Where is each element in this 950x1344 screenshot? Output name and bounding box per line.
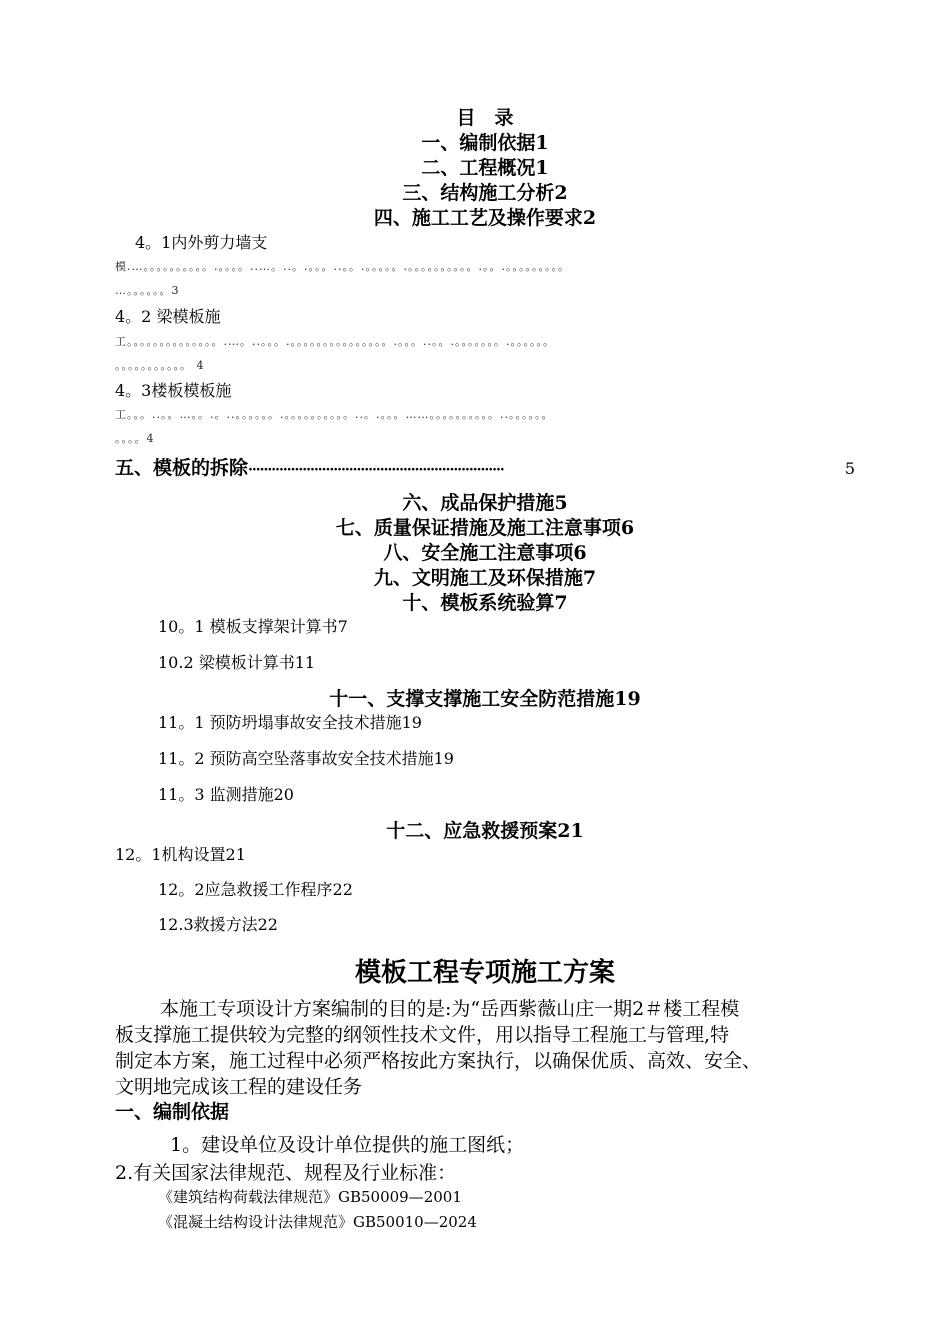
toc-item-12-1[interactable]: 12。1机构设置21 xyxy=(115,845,246,864)
toc-item-section-3[interactable]: 三、结构施工分析2 xyxy=(402,182,568,204)
intro-line-2: 板支撑施工提供较为完整的纲领性技术文件，用以指导工程施工与管理,特 xyxy=(115,1024,730,1046)
toc-item-section-6[interactable]: 六、成品保护措施5 xyxy=(402,492,568,514)
toc-item-4-1-page: …。。。。。。3 xyxy=(115,284,180,297)
toc-item-section-8[interactable]: 八、安全施工注意事项6 xyxy=(383,542,587,564)
toc-item-section-11[interactable]: 十一、支撑支撑施工安全防范措施19 xyxy=(329,688,641,710)
toc-item-section-5-label: 五、模板的拆除 xyxy=(115,457,249,479)
toc-item-section-12[interactable]: 十二、应急救援预案21 xyxy=(386,820,584,842)
toc-item-4-1-label[interactable]: 4。1内外剪力墙支 xyxy=(135,233,268,252)
section-1-heading: 一、编制依据 xyxy=(115,1101,230,1123)
toc-item-12-2[interactable]: 12。2应急救援工作程序22 xyxy=(158,880,353,899)
toc-item-11-2[interactable]: 11。2 预防高空坠落事故安全技术措施19 xyxy=(158,749,454,768)
intro-line-4: 文明地完成该工程的建设任务 xyxy=(115,1076,363,1098)
toc-item-12-3[interactable]: 12.3救援方法22 xyxy=(158,915,278,934)
toc-item-4-1-leader: 模.…。。。。。。。。。。.。。。。..…。..。.。。。..。。.。。。。。.。。。。。。。。。。.。。.。。。。。。。。。 xyxy=(115,260,570,273)
toc-item-section-7[interactable]: 七、质量保证措施及施工注意事项6 xyxy=(335,517,635,539)
basis-item-1: 1。建设单位及设计单位提供的施工图纸； xyxy=(170,1134,525,1156)
toc-item-section-10[interactable]: 十、模板系统验算7 xyxy=(402,592,568,614)
reference-item-2: 《混凝土结构设计法律规范》GB50010—2024 xyxy=(158,1213,477,1231)
toc-item-section-9[interactable]: 九、文明施工及环保措施7 xyxy=(373,567,597,589)
toc-item-4-2-leader: 工。。。。。。。。。。。。。。.…。..。。。.。。。。。。。。。。。。。。。.。。。..。。.。。。。。。。.。。。。。。 xyxy=(115,335,555,348)
basis-item-2: 2.有关国家法律规范、规程及行业标准： xyxy=(115,1162,457,1184)
toc-item-section-5-leader: ·································································· xyxy=(248,462,504,478)
toc-item-10-1[interactable]: 10。1 模板支撑架计算书7 xyxy=(158,617,348,636)
toc-item-4-2-label[interactable]: 4。2 梁模板施 xyxy=(115,307,221,326)
toc-item-4-2-page: 。。。。。。。。。。。 4 xyxy=(115,359,205,372)
toc-item-section-4[interactable]: 四、施工工艺及操作要求2 xyxy=(373,207,597,229)
toc-item-section-5[interactable] xyxy=(115,453,855,480)
toc-heading: 目 录 xyxy=(456,107,514,129)
toc-item-4-3-label[interactable]: 4。3楼板模板施 xyxy=(115,381,232,400)
intro-line-1: 本施工专项设计方案编制的目的是:为“岳西紫薇山庄一期2＃楼工程模 xyxy=(160,998,740,1020)
toc-item-section-1[interactable]: 一、编制依据1 xyxy=(421,132,549,154)
toc-item-section-5-page: 5 xyxy=(844,459,855,478)
toc-item-section-2[interactable]: 二、工程概况1 xyxy=(421,157,549,179)
document-title: 模板工程专项施工方案 xyxy=(354,958,615,988)
toc-item-4-3-leader: 工。。。..。。…。。.。..。。。。。。.。。。。。。。。。。..。.。。。……。。。。。。。。。。..。。。。。。 xyxy=(115,408,554,421)
toc-item-10-2[interactable]: 10.2 梁模板计算书11 xyxy=(158,653,316,672)
intro-line-3: 制定本方案，施工过程中必须严格按此方案执行，以确保优质、高效、安全、 xyxy=(115,1050,762,1072)
reference-item-1: 《建筑结构荷载法律规范》GB50009—2001 xyxy=(158,1188,462,1206)
toc-item-4-3-page: 。。。。4 xyxy=(115,432,155,445)
toc-item-11-1[interactable]: 11。1 预防坍塌事故安全技术措施19 xyxy=(158,713,422,732)
toc-item-11-3[interactable]: 11。3 监测措施20 xyxy=(158,785,294,804)
